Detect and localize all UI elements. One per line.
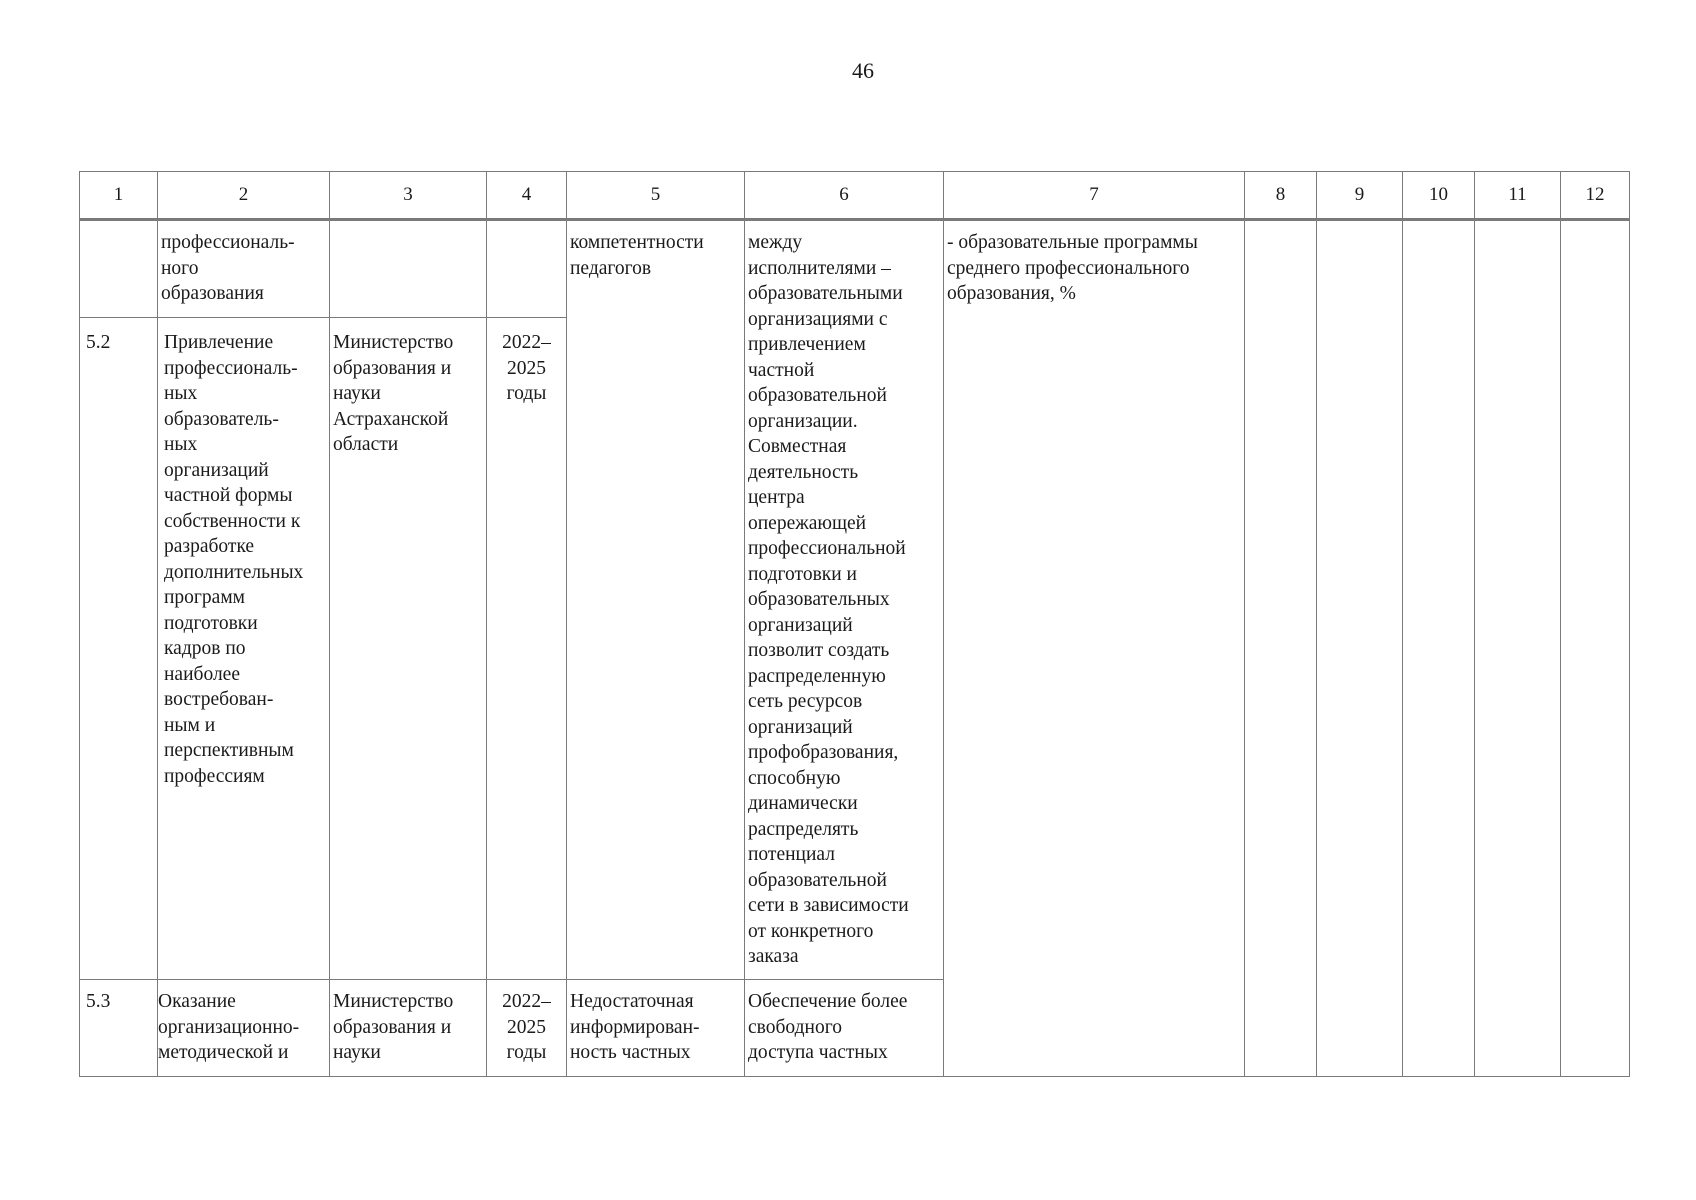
value-cell-9 xyxy=(1317,220,1403,1077)
result-cell: Обеспечение более свободного доступа частных xyxy=(745,980,944,1077)
column-header: 2 xyxy=(158,172,330,220)
value-cell-10 xyxy=(1403,220,1475,1077)
period-cell: 2022– 2025 годы xyxy=(487,318,567,980)
column-header: 12 xyxy=(1561,172,1630,220)
responsible-cell: Министерство образования и науки xyxy=(330,980,487,1077)
table-header-row xyxy=(80,172,1630,220)
column-header: 6 xyxy=(745,172,944,220)
table-row xyxy=(80,220,1630,318)
column-header: 11 xyxy=(1475,172,1561,220)
problem-cell: Недостаточная информирован- ность частных xyxy=(567,980,745,1077)
result-cell: между исполнителями – образовательными организациями с привлечением частной образовательной организации. Совместная деятельность центра опережающей профессиональной подготовки и образовательных организаций позволит создать распределенную сеть ресурсов организаций профобразования, способную динамически распределять потенциал образовательной сети в зависимости от конкретного заказа xyxy=(745,220,944,980)
row-number-cell: 5.3 xyxy=(80,980,158,1077)
value-cell-12 xyxy=(1561,220,1630,1077)
column-header: 4 xyxy=(487,172,567,220)
value-cell-8 xyxy=(1245,220,1317,1077)
row-number-cell xyxy=(80,220,158,318)
period-cell: 2022– 2025 годы xyxy=(487,980,567,1077)
value-cell-11 xyxy=(1475,220,1561,1077)
page-number: 46 xyxy=(852,58,874,83)
column-header: 5 xyxy=(567,172,745,220)
indicator-cell: - образовательные программы среднего профессионального образования, % xyxy=(944,220,1245,1077)
column-header: 8 xyxy=(1245,172,1317,220)
column-header: 3 xyxy=(330,172,487,220)
column-header: 9 xyxy=(1317,172,1403,220)
column-header: 7 xyxy=(944,172,1245,220)
measure-cell: Оказание организационно- методической и xyxy=(158,980,330,1077)
column-header: 10 xyxy=(1403,172,1475,220)
column-header: 1 xyxy=(80,172,158,220)
row-number-cell: 5.2 xyxy=(80,318,158,980)
measure-cell: Привлечение профессиональ- ных образователь- ных организаций частной формы собственности к разработке дополнительных программ подготовки кадров по наиболее востребован- ным и перспективным профессиям xyxy=(158,318,330,980)
problem-cell: компетентности педагогов xyxy=(567,220,745,980)
period-cell xyxy=(487,220,567,318)
responsible-cell: Министерство образования и науки Астраханской области xyxy=(330,318,487,980)
responsible-cell xyxy=(330,220,487,318)
measures-table xyxy=(79,171,1630,1077)
measure-cell: профессиональ- ного образования xyxy=(158,220,330,318)
